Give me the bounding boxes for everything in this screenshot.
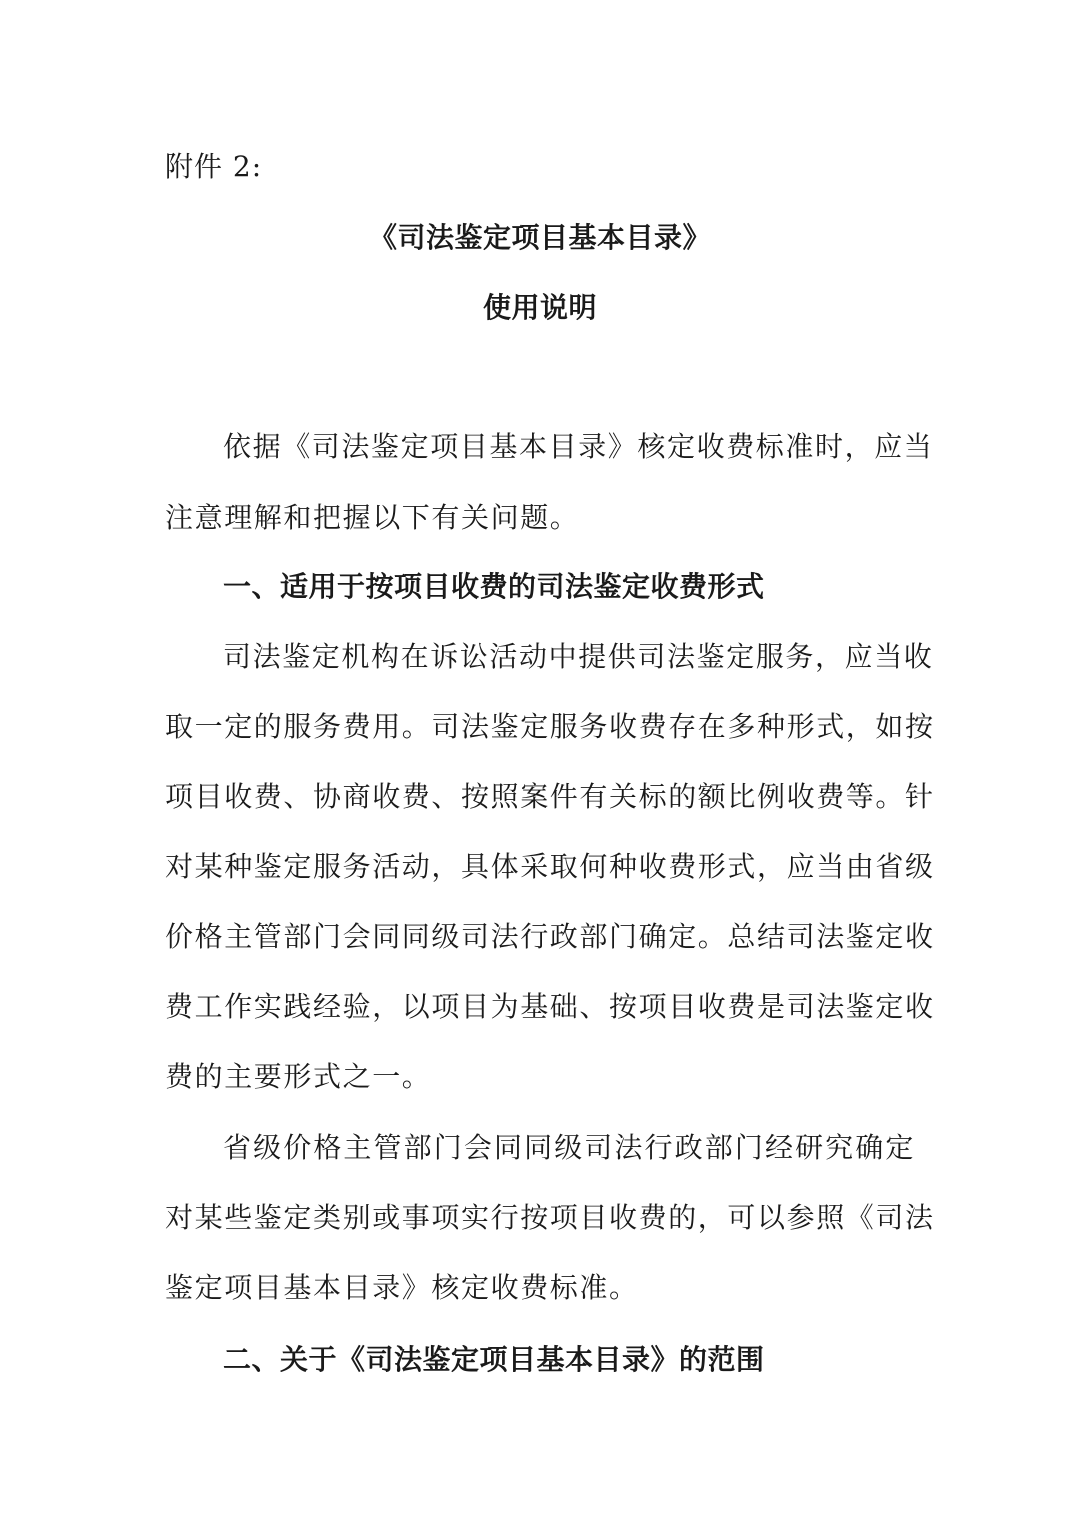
section-heading-2: 二、关于《司法鉴定项目基本目录》的范围 xyxy=(223,1343,765,1376)
paragraph-line: 对某种鉴定服务活动，具体采取何种收费形式，应当由省级 xyxy=(165,850,935,883)
paragraph-line: 鉴定项目基本目录》核定收费标准。 xyxy=(165,1271,639,1304)
document-title: 《司法鉴定项目基本目录》 xyxy=(368,221,711,254)
paragraph-line: 省级价格主管部门会同同级司法行政部门经研究确定 xyxy=(223,1131,915,1164)
section-heading-1: 一、适用于按项目收费的司法鉴定收费形式 xyxy=(223,570,765,603)
paragraph-line: 取一定的服务费用。司法鉴定服务收费存在多种形式，如按 xyxy=(165,710,935,743)
document-subtitle: 使用说明 xyxy=(482,291,597,324)
paragraph-line: 依据《司法鉴定项目基本目录》核定收费标准时，应当 xyxy=(223,430,934,463)
paragraph-line: 项目收费、协商收费、按照案件有关标的额比例收费等。针 xyxy=(165,780,935,813)
paragraph-line: 对某些鉴定类别或事项实行按项目收费的，可以参照《司法 xyxy=(165,1201,935,1234)
attachment-label: 附件 2: xyxy=(165,150,263,183)
paragraph-line: 注意理解和把握以下有关问题。 xyxy=(165,501,580,534)
paragraph-line: 费工作实践经验，以项目为基础、按项目收费是司法鉴定收 xyxy=(165,990,935,1023)
paragraph-line: 费的主要形式之一。 xyxy=(165,1060,432,1093)
paragraph-line: 价格主管部门会同同级司法行政部门确定。总结司法鉴定收 xyxy=(165,920,935,953)
paragraph-line: 司法鉴定机构在诉讼活动中提供司法鉴定服务，应当收 xyxy=(223,640,934,673)
